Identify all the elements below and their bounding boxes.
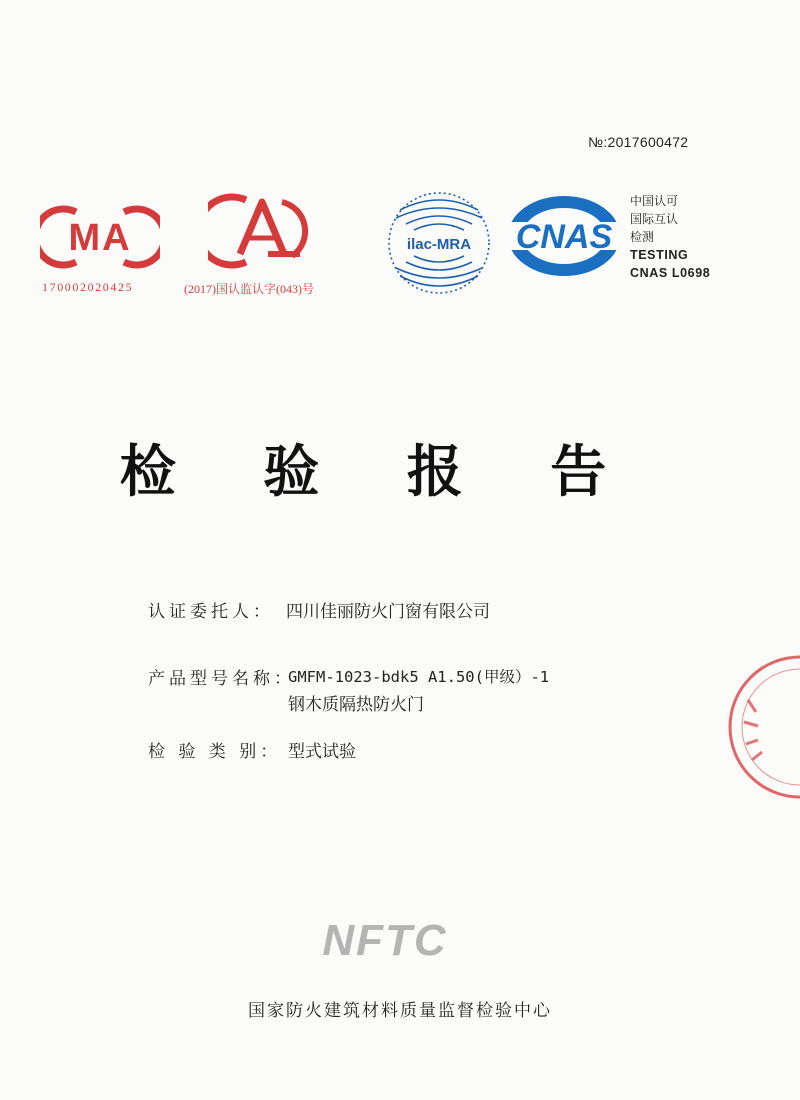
test-type-value: 型式试验 <box>288 742 356 762</box>
cma-logo <box>40 204 160 270</box>
ilac-mra-logo <box>384 188 494 298</box>
cnas-logo <box>504 192 624 280</box>
cnas-text-block <box>630 192 710 282</box>
ilac-mark: ilac-MRA <box>406 236 472 253</box>
product-name: 钢木质隔热防火门 <box>288 695 424 715</box>
cnas-line-4: TESTING <box>630 248 689 262</box>
client-value: 四川佳丽防火门窗有限公司 <box>286 602 490 622</box>
nftc-logo <box>300 910 470 966</box>
cal-code: (2017)国认监认字(043)号 <box>184 282 314 296</box>
cnas-line-5: CNAS L0698 <box>630 266 711 280</box>
cnas-mark: CNAS <box>515 218 613 256</box>
cnas-line-1: 中国认可 <box>630 194 679 208</box>
client-label: 认证委托人： <box>148 602 274 622</box>
issuing-organization: 国家防火建筑材料质量监督检验中心 <box>248 1001 552 1021</box>
cal-mark: CAL <box>208 190 210 191</box>
cma-code: 170002020425 <box>42 280 134 294</box>
document-title: 检 验 报 告 <box>119 440 641 505</box>
cnas-line-2: 国际互认 <box>630 212 679 226</box>
test-type-label: 检 验 类 别： <box>148 742 282 762</box>
product-model: GMFM-1023-bdk5 A1.50(甲级）-1 <box>288 668 550 686</box>
official-seal-icon <box>700 652 800 802</box>
report-number: №:2017600472 <box>588 134 689 150</box>
cnas-line-3: 检测 <box>630 230 655 244</box>
cal-logo <box>208 190 318 270</box>
nftc-mark: NFTC <box>322 916 448 965</box>
product-label: 产品型号名称： <box>148 669 295 689</box>
cma-mark: MA <box>68 217 132 259</box>
